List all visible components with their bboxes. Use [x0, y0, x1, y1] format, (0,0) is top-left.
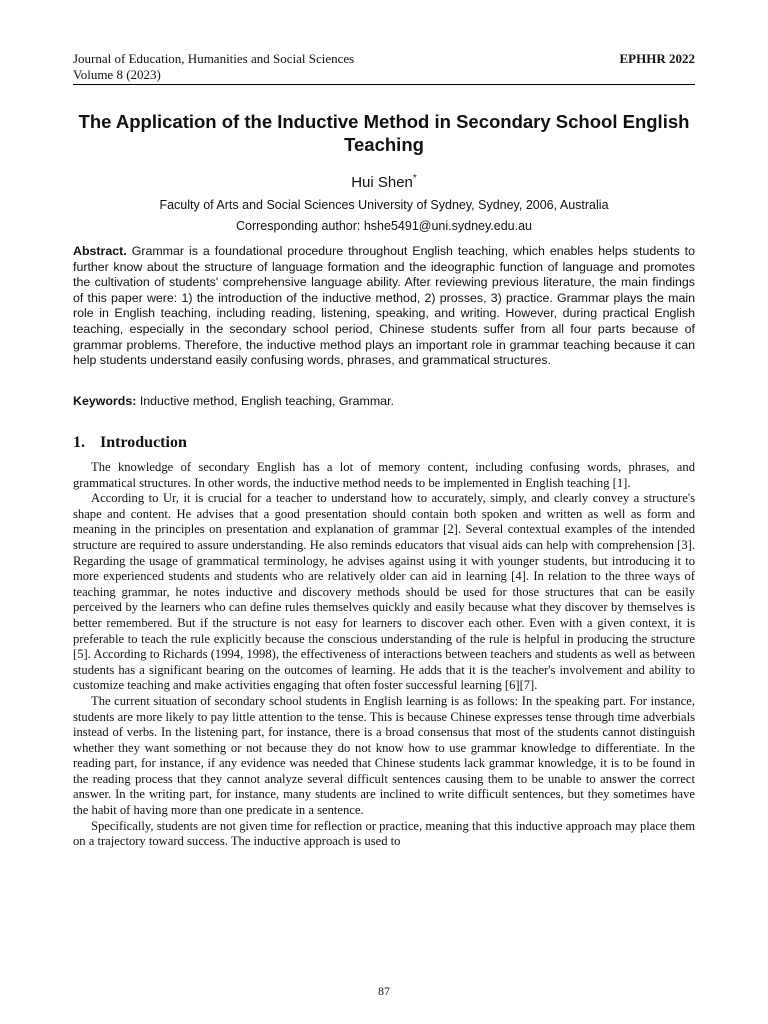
keywords — [73, 394, 695, 410]
corresponding-author: Corresponding author: hshe5491@uni.sydney.edu.au — [236, 219, 532, 233]
corresponding-mark: * — [412, 173, 417, 184]
abstract — [73, 244, 695, 369]
body-text — [73, 460, 695, 850]
author-name: Hui Shen — [351, 174, 413, 191]
section-title: Introduction — [100, 434, 187, 451]
section-heading — [73, 433, 187, 453]
paper-title: The Application of the Inductive Method in Secondary School English Teaching — [78, 111, 690, 155]
paragraph: Specifically, students are not given time for reflection or practice, meaning that this inductive approach may place them on a trajectory toward success. The inductive approach is used to — [73, 818, 695, 849]
paragraph: The knowledge of secondary English has a lot of memory content, including confusing words, phrases, and grammatical structures. In other words, the inductive method needs to be implemented in English teaching [1]. — [73, 460, 695, 490]
keywords-label: Keywords: — [73, 394, 137, 408]
author-line — [73, 170, 695, 192]
running-header — [73, 51, 695, 85]
page-number: 87 — [378, 984, 390, 998]
section-number: 1. — [73, 434, 85, 451]
abstract-label: Abstract. — [73, 244, 127, 258]
conference-label: EPHHR 2022 — [619, 51, 695, 66]
paragraph: According to Ur, it is crucial for a teacher to understand how to accurately, simply, and clearly convey a structure's shape and content. He advises that a good presentation should contain both spoken and written as well as form and meaning in the principles on presentation and explanation of grammar [2]. Several contextual examples of the intended structure are required to assure understanding. He also reminds educators that visual aids can help with comprehension [3]. Regarding the usage of grammatical terminology, he advises against using it with younger students, but introducing it to more experienced students and students who are relatively older can aid in learning [4]. In relation to the three ways of teaching grammar, he notes inductive and discovery methods should be used for those structures that can be easily perceived by the learners who can define rules themselves quickly and easily because what they discover by themselves is better remembered. But if the structure is not easy for learners to discover each other. Even with a given context, it is preferable to teach the rule explicitly because the conscious understanding of the rule is helpful in producing the structure [5]. According to Richards (1994, 1998), the effectiveness of interactions between teachers and students as well as between students has a significant bearing on the outcomes of learning. He adds that it is the teacher's involvement and ability to customize teaching and make activities engaging that often foster successful learning [6][7]. — [73, 491, 695, 693]
abstract-text: Grammar is a foundational procedure throughout English teaching, which enables helps students to further know about the structure of language formation and the ideographic function of language and promotes the cultivation of students' comprehensive language ability. After reviewing previous literature, the main findings of this paper were: 1) the introduction of the inductive method, 2) prosses, 3) practice. Grammar plays the main role in English teaching, including reading, listening, speaking, and writing. However, during practical English teaching, especially in the secondary school period, Chinese students suffer from all four parts because of grammar problems. Therefore, the inductive method plays an important role in grammar teaching because it can help students understand easily confusing words, phrases, and grammatical structures. — [73, 244, 695, 368]
journal-volume: Volume 8 (2023) — [73, 67, 161, 82]
affiliation: Faculty of Arts and Social Sciences University of Sydney, Sydney, 2006, Australia — [159, 198, 609, 212]
paragraph: The current situation of secondary school students in English learning is as follows: In the speaking part. For instance, students are more likely to pay little attention to the tense. This is because Chinese expresses tense through time adverbials instead of verbs. In the listening part, for instance, there is a broad consensus that most of the students cannot distinguish whether they want something or not because they do not know how to use grammar knowledge to differentiate. In the reading part, for instance, if any evidence was needed that Chinese students lack grammar knowledge, it is to be found in the reading process that they cannot analyze several difficult sentences causing them to be unable to answer the correct answer. In the writing part, for instance, many students are inclined to write difficult sentences, but they sometimes have the habit of having more than one predicate in a sentence. — [73, 693, 695, 818]
journal-name: Journal of Education, Humanities and Social Sciences — [73, 51, 355, 66]
keywords-text: Inductive method, English teaching, Grammar. — [139, 394, 394, 408]
